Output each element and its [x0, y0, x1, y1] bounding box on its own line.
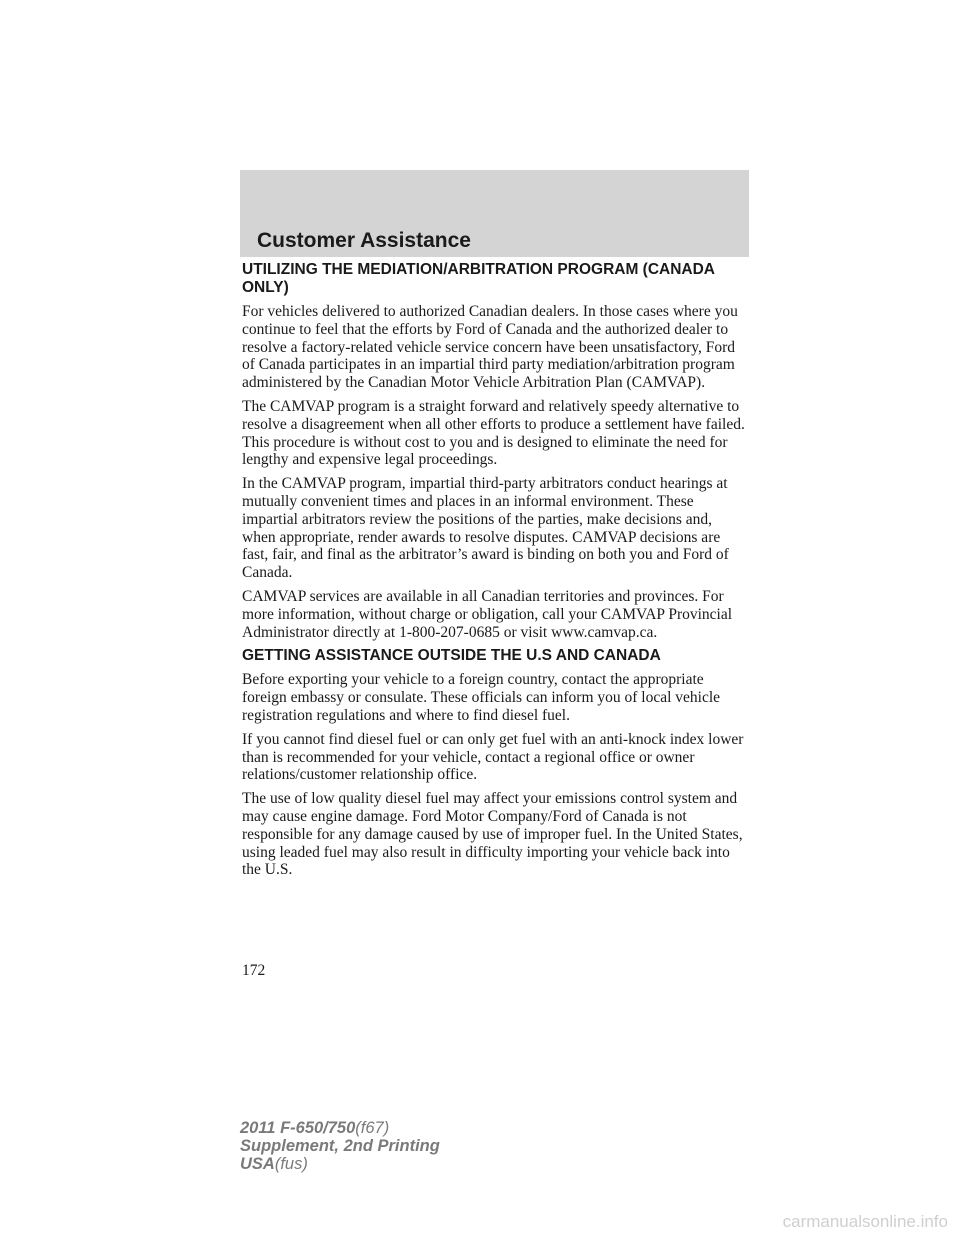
footer-model-code: (f67) [355, 1119, 390, 1137]
paragraph: Before exporting your vehicle to a foreign country, contact the appropriate foreign embassy or consulate. These officials can inform you of local vehicle registration regulations and where to find diesel fuel. [242, 671, 721, 724]
section-heading-outside-us-canada: GETTING ASSISTANCE OUTSIDE THE U.S AND CANADA [242, 647, 661, 665]
watermark: carmanualsonline.info [782, 1212, 948, 1231]
section-heading-camvap: UTILIZING THE MEDIATION/ARBITRATION PROGRAM (CANADA ONLY) [242, 261, 715, 296]
paragraph: The CAMVAP program is a straight forward and relatively speedy alternative to resolve a disagreement when all other efforts to produce a settlement have failed. This procedure is without cost to you and is designed to eliminate the need for lengthy and expensive legal proceedings. [242, 397, 745, 469]
page-number: 172 [242, 962, 266, 979]
page-title: Customer Assistance [257, 229, 471, 252]
paragraph: For vehicles delivered to authorized Canadian dealers. In those cases where you continue to feel that the efforts by Ford of Canada and the authorized dealer to resolve a factory-related vehicle service concern have been unsatisfactory, Ford of Canada participates in an impartial third party mediation/arbitration program administered by the Canadian Motor Vehicle Arbitration Plan (CAMVAP). [242, 303, 738, 392]
paragraph: CAMVAP services are available in all Canadian territories and provinces. For more information, without charge or obligation, call your CAMVAP Provincial Administrator directly at 1-800-207-0685 or visit www.camvap.ca. [242, 587, 733, 641]
footer-line-market [240, 1155, 440, 1173]
paragraph: In the CAMVAP program, impartial third-party arbitrators conduct hearings at mutually convenient times and places in an informal environment. These impartial arbitrators review the positions of the parties, make decisions and, when appropriate, render awards to resolve disputes. CAMVAP decisions are fast, fair, and final as the arbitrator’s award is binding on both you and Ford of Canada. [242, 475, 729, 582]
footer-market-code: (fus) [274, 1155, 308, 1173]
print-footer [240, 1119, 440, 1173]
page-content [242, 261, 748, 885]
paragraph: The use of low quality diesel fuel may affect your emissions control system and may cause engine damage. Ford Motor Company/Ford of Canada is not responsible for any damage caused by use of improper fuel. In the United States, using leaded fuel may also result in difficulty importing your vehicle back into the U.S. [242, 790, 743, 879]
footer-line-printing: Supplement, 2nd Printing [240, 1137, 440, 1155]
section-header-band [240, 170, 749, 257]
footer-market: USA [240, 1155, 275, 1173]
footer-line-model [240, 1119, 440, 1137]
paragraph: If you cannot find diesel fuel or can only get fuel with an anti-knock index lower than is recommended for your vehicle, contact a regional office or owner relations/customer relationship office. [242, 730, 744, 784]
footer-model: 2011 F-650/750 [240, 1119, 356, 1137]
